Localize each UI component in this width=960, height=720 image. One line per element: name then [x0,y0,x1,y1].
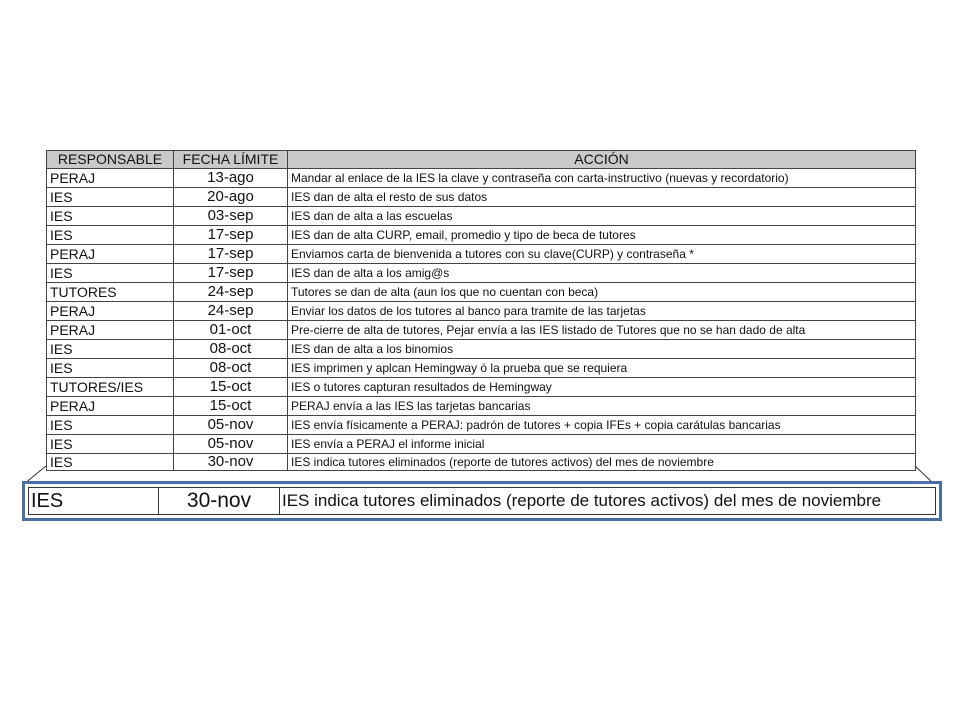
cell-responsable: IES [47,416,174,435]
cell-fecha: 24-sep [174,283,288,302]
cell-responsable: PERAJ [47,245,174,264]
cell-fecha: 13-ago [174,169,288,188]
cell-fecha: 20-ago [174,188,288,207]
cell-accion: IES dan de alta CURP, email, promedio y tipo de beca de tutores [288,226,916,245]
cell-responsable: IES [47,188,174,207]
cell-fecha: 17-sep [174,245,288,264]
cell-accion: IES dan de alta a las escuelas [288,207,916,226]
cell-responsable: IES [47,340,174,359]
header-fecha-limite: FECHA LÍMITE [174,151,288,169]
cell-responsable: TUTORES [47,283,174,302]
highlight-callout [22,481,942,521]
cell-fecha: 03-sep [174,207,288,226]
cell-responsable: PERAJ [47,397,174,416]
cell-accion: IES dan de alta el resto de sus datos [288,188,916,207]
cell-responsable: IES [47,454,174,471]
cell-fecha: 15-oct [174,378,288,397]
cell-accion: IES dan de alta a los amig@s [288,264,916,283]
cell-accion: IES imprimen y aplcan Hemingway ó la prueba que se requiera [288,359,916,378]
cell-accion: Enviar los datos de los tutores al banco para tramite de las tarjetas [288,302,916,321]
cell-accion: Tutores se dan de alta (aun los que no cuentan con beca) [288,283,916,302]
cell-fecha: 05-nov [174,416,288,435]
cell-responsable: PERAJ [47,302,174,321]
cell-fecha: 01-oct [174,321,288,340]
cell-responsable: IES [47,226,174,245]
cell-responsable: IES [47,264,174,283]
cell-responsable: PERAJ [47,169,174,188]
highlight-responsable: IES [29,488,159,514]
cell-accion: IES envía a PERAJ el informe inicial [288,435,916,454]
cell-fecha: 17-sep [174,226,288,245]
highlight-accion: IES indica tutores eliminados (reporte de tutores activos) del mes de noviembre [282,491,882,510]
header-responsable: RESPONSABLE [47,151,174,169]
cell-fecha: 08-oct [174,359,288,378]
cell-accion: IES indica tutores eliminados (reporte de tutores activos) del mes de noviembre [288,454,916,471]
cell-accion: IES envía físicamente a PERAJ: padrón de tutores + copia IFEs + copia carátulas bancarias [288,416,916,435]
cell-accion: Enviamos carta de bienvenida a tutores con su clave(CURP) y contraseña * [288,245,916,264]
cell-fecha: 05-nov [174,435,288,454]
cell-accion: Pre-cierre de alta de tutores, Pejar envía a las IES listado de Tutores que no se han dado de alta [288,321,916,340]
cell-accion: PERAJ envía a las IES las tarjetas bancarias [288,397,916,416]
header-accion: ACCIÓN [288,151,916,169]
cell-responsable: TUTORES/IES [47,378,174,397]
cell-accion: IES o tutores capturan resultados de Hemingway [288,378,916,397]
cell-fecha: 24-sep [174,302,288,321]
cell-fecha: 15-oct [174,397,288,416]
cell-accion: Mandar al enlace de la IES la clave y contraseña con carta-instructivo (nuevas y recordatorio) [288,169,916,188]
cell-responsable: IES [47,207,174,226]
cell-fecha: 30-nov [174,454,288,471]
cell-fecha: 08-oct [174,340,288,359]
highlight-row [28,487,936,515]
highlight-fecha: 30-nov [159,488,280,514]
cell-accion: IES dan de alta a los binomios [288,340,916,359]
cell-fecha: 17-sep [174,264,288,283]
cell-responsable: IES [47,359,174,378]
cell-responsable: IES [47,435,174,454]
cell-responsable: PERAJ [47,321,174,340]
